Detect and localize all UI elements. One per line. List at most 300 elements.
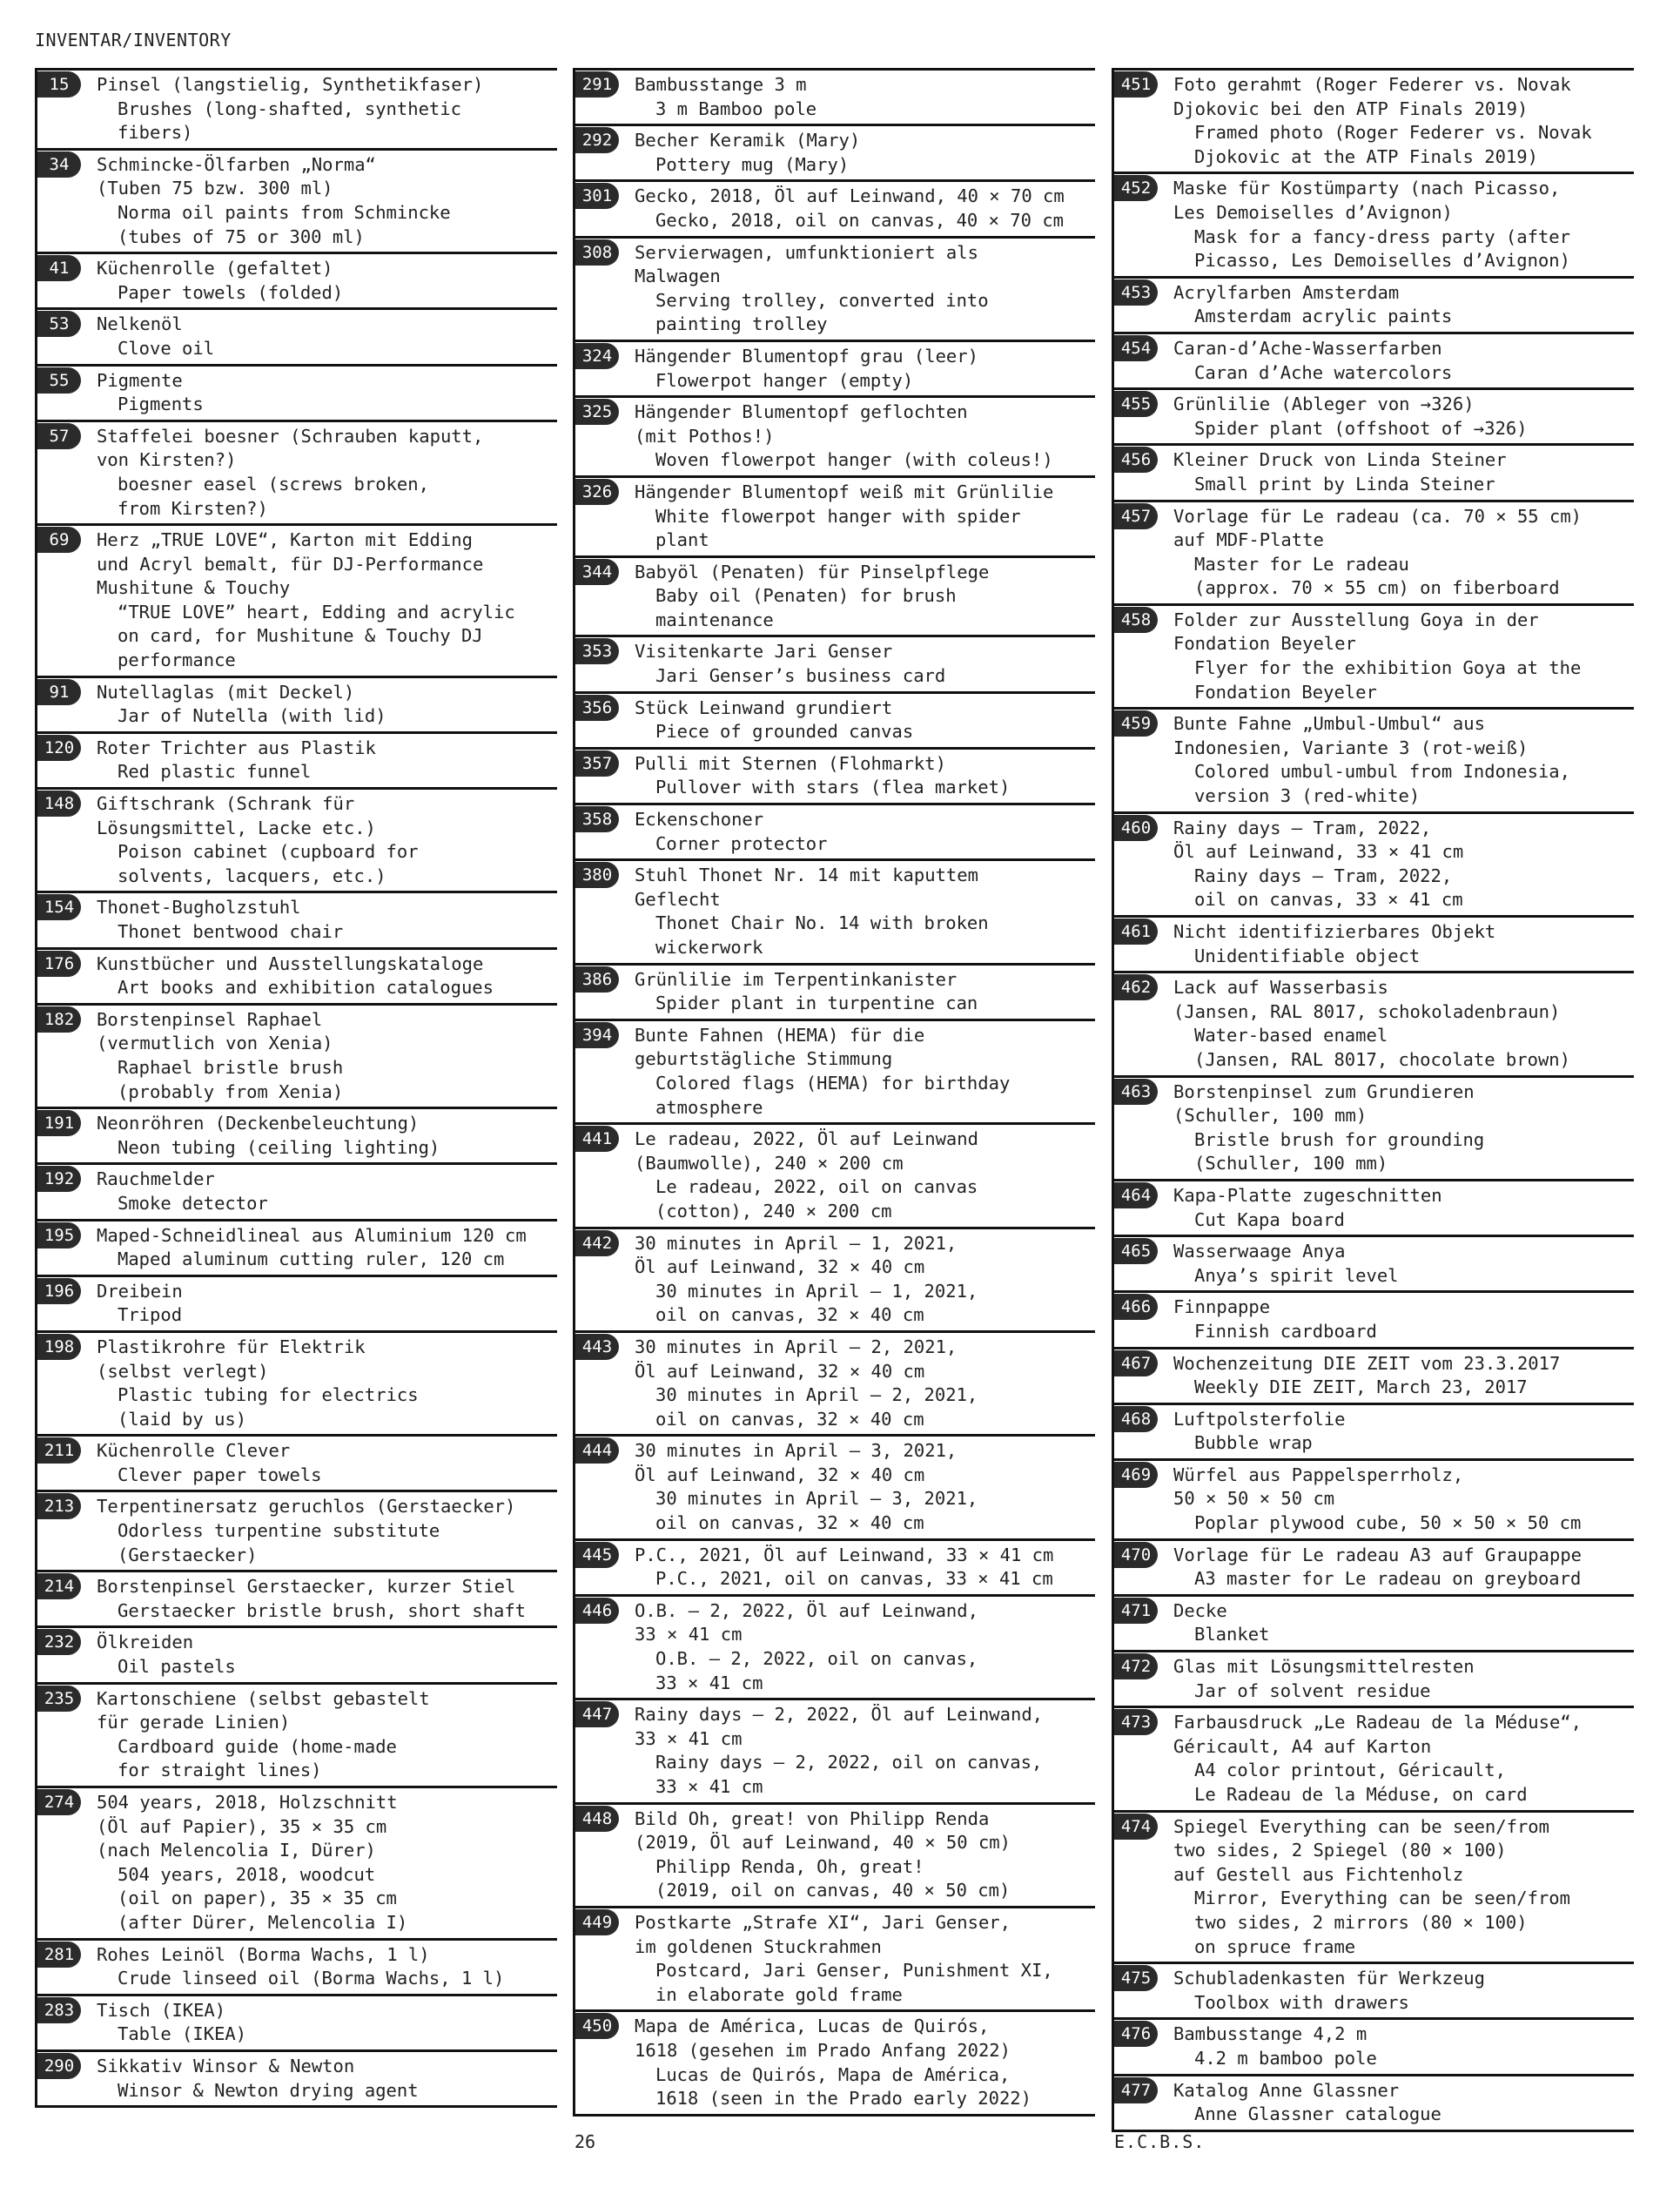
- entry-german-text: Würfel aus Pappelsperrholz, 50 × 50 × 50 cm: [1173, 1464, 1464, 1510]
- entry-german-text: Becher Keramik (Mary): [635, 130, 861, 151]
- inventory-entry: [573, 747, 1095, 803]
- entry-english-text: Corner protector: [655, 832, 828, 854]
- entry-number-badge: 281: [37, 1942, 81, 1968]
- entry-number-badge: 441: [575, 1126, 619, 1152]
- entry-german-text: Decke: [1173, 1599, 1227, 1621]
- inventory-entry: [1112, 1075, 1634, 1179]
- entry-number-badge: 469: [1114, 1462, 1158, 1488]
- entry-german-text: Folder zur Ausstellung Goya in der Fondation Beyeler: [1173, 609, 1539, 655]
- entry-number-badge: 466: [1114, 1294, 1158, 1320]
- entry-number-badge: 34: [37, 151, 81, 178]
- entry-german-text: Küchenrolle Clever: [97, 1440, 291, 1462]
- entry-english-text: Water-based enamel (Jansen, RAL 8017, chocolate brown): [1194, 1025, 1570, 1070]
- entry-english-text: Brushes (long-shafted, synthetic fibers): [118, 98, 461, 144]
- entry-number-badge: 470: [1114, 1542, 1158, 1568]
- inventory-entry: [35, 523, 557, 676]
- entry-number-badge: 69: [37, 527, 81, 553]
- entry-english-text: Maped aluminum cutting ruler, 120 cm: [118, 1248, 505, 1270]
- entry-number-badge: 154: [37, 894, 81, 920]
- entry-number-badge: 308: [575, 239, 619, 266]
- entry-number-badge: 291: [575, 71, 619, 98]
- entry-number-badge: 468: [1114, 1406, 1158, 1432]
- entry-german-text: Stück Leinwand grundiert: [635, 697, 893, 718]
- entry-number-badge: 442: [575, 1230, 619, 1256]
- entry-number-badge: 191: [37, 1110, 81, 1136]
- entry-number-badge: 460: [1114, 815, 1158, 841]
- entry-number-badge: 457: [1114, 503, 1158, 529]
- entry-english-text: Baby oil (Penaten) for brush maintenance: [655, 585, 957, 630]
- inventory-entry: [573, 124, 1095, 179]
- entry-english-text: 3 m Bamboo pole: [655, 98, 817, 119]
- entry-number-badge: 472: [1114, 1653, 1158, 1679]
- entry-number-badge: 324: [575, 343, 619, 369]
- inventory-entry: [1112, 2074, 1634, 2132]
- entry-german-text: Wasserwaage Anya: [1173, 1241, 1346, 1262]
- entry-number-badge: 356: [575, 695, 619, 721]
- entry-german-text: Rainy days – 2, 2022, Öl auf Leinwand, 33 × 41 cm: [635, 1704, 1043, 1749]
- entry-english-text: Caran d’Ache watercolors: [1194, 361, 1453, 383]
- entry-english-text: Master for Le radeau (approx. 70 × 55 cm) on fiberboard: [1194, 553, 1560, 599]
- inventory-entry: [1112, 1538, 1634, 1594]
- entry-german-text: Schubladenkasten für Werkzeug: [1173, 1968, 1485, 1989]
- inventory-entry: [35, 68, 557, 148]
- entry-number-badge: 326: [575, 479, 619, 505]
- entry-english-text: Philipp Renda, Oh, great! (2019, oil on canvas, 40 × 50 cm): [655, 1855, 1011, 1901]
- inventory-entry: [573, 1802, 1095, 1906]
- entry-english-text: Poison cabinet (cupboard for solvents, lacquers, etc.): [118, 841, 419, 886]
- inventory-entry: [35, 420, 557, 523]
- entry-english-text: Spider plant in turpentine can: [655, 993, 978, 1014]
- entry-german-text: Grünlilie (Ableger von →326): [1173, 394, 1475, 415]
- entry-english-text: Norma oil paints from Schmincke (tubes of 75 or 300 ml): [118, 201, 451, 247]
- inventory-entry: [35, 1434, 557, 1490]
- entry-german-text: Bild Oh, great! von Philipp Renda (2019, Öl auf Leinwand, 40 × 50 cm): [635, 1807, 1011, 1854]
- inventory-entry: [1112, 1650, 1634, 1706]
- entry-german-text: Luftpolsterfolie: [1173, 1408, 1346, 1430]
- entry-english-text: Red plastic funnel: [118, 761, 312, 783]
- inventory-entry: [1112, 915, 1634, 971]
- inventory-entry: [35, 891, 557, 946]
- entry-german-text: Babyöl (Penaten) für Pinselpflege: [635, 561, 990, 582]
- entry-german-text: Nutellaglas (mit Deckel): [97, 681, 355, 703]
- entry-german-text: Kunstbücher und Ausstellungskataloge: [97, 952, 484, 974]
- entry-german-text: Le radeau, 2022, Öl auf Leinwand (Baumwolle), 240 × 200 cm: [635, 1128, 978, 1174]
- entry-number-badge: 473: [1114, 1709, 1158, 1735]
- footer-mark: E.C.B.S.: [1114, 2131, 1206, 2152]
- entry-number-badge: 449: [575, 1909, 619, 1935]
- entry-number-badge: 290: [37, 2053, 81, 2079]
- inventory-entry: [573, 236, 1095, 340]
- inventory-entry: [1112, 68, 1634, 172]
- inventory-entry: [1112, 1403, 1634, 1458]
- inventory-entry: [573, 1227, 1095, 1330]
- entry-german-text: Katalog Anne Glassner: [1173, 2079, 1400, 2101]
- inventory-entry: [573, 1698, 1095, 1801]
- entry-english-text: Thonet bentwood chair: [118, 921, 344, 942]
- entry-number-badge: 450: [575, 2013, 619, 2039]
- entry-german-text: Borstenpinsel Raphael (vermutlich von Xenia): [97, 1008, 333, 1054]
- inventory-column-2: [573, 68, 1095, 2117]
- entry-german-text: 504 years, 2018, Holzschnitt (Öl auf Papier), 35 × 35 cm (nach Melencolia I, Dürer): [97, 1792, 398, 1861]
- inventory-entry: [1112, 1962, 1634, 2017]
- entry-german-text: Lack auf Wasserbasis (Jansen, RAL 8017, schokoladenbraun): [1173, 977, 1561, 1022]
- entry-german-text: Rohes Leinöl (Borma Wachs, 1 l): [97, 1943, 430, 1965]
- entry-english-text: Pottery mug (Mary): [655, 153, 850, 175]
- entry-number-badge: 380: [575, 862, 619, 888]
- entry-english-text: Rainy days – 2, 2022, oil on canvas, 33 × 41 cm: [655, 1752, 1043, 1797]
- entry-german-text: Tisch (IKEA): [97, 1999, 226, 2021]
- inventory-entry: [573, 555, 1095, 636]
- entry-english-text: Spider plant (offshoot of →326): [1194, 417, 1528, 439]
- inventory-entry: [1112, 1347, 1634, 1403]
- entry-german-text: Spiegel Everything can be seen/from two sides, 2 Spiegel (80 × 100) auf Gestell aus Fichtenholz: [1173, 1815, 1549, 1885]
- inventory-entry: [573, 1434, 1095, 1538]
- inventory-column-1: [35, 68, 557, 2108]
- entry-english-text: Mask for a fancy-dress party (after Picasso, Les Demoiselles d’Avignon): [1194, 225, 1570, 272]
- entry-english-text: Bristle brush for grounding (Schuller, 100 mm): [1194, 1128, 1485, 1174]
- inventory-entry: [35, 148, 557, 252]
- entry-number-badge: 148: [37, 791, 81, 817]
- inventory-entry: [573, 1594, 1095, 1698]
- entry-german-text: Maske für Kostümparty (nach Picasso, Les Demoiselles d’Avignon): [1173, 178, 1561, 223]
- entry-german-text: Bunte Fahne „Umbul-Umbul“ aus Indonesien, Variante 3 (rot-weiß): [1173, 713, 1529, 758]
- inventory-entry: [35, 1682, 557, 1786]
- entry-number-badge: 214: [37, 1573, 81, 1599]
- entry-english-text: O.B. – 2, 2022, oil on canvas, 33 × 41 cm: [655, 1648, 978, 1693]
- entry-english-text: Table (IKEA): [118, 2023, 247, 2045]
- entry-german-text: Maped-Schneidlineal aus Aluminium 120 cm: [97, 1224, 527, 1246]
- entry-english-text: Paper towels (folded): [118, 281, 344, 303]
- entry-german-text: Rauchmelder: [97, 1168, 215, 1190]
- page-header: INVENTAR/INVENTORY: [35, 30, 232, 50]
- entry-german-text: Eckenschoner: [635, 809, 764, 831]
- entry-number-badge: 461: [1114, 919, 1158, 945]
- entry-german-text: Bambusstange 4,2 m: [1173, 2023, 1368, 2045]
- entry-english-text: P.C., 2021, oil on canvas, 33 × 41 cm: [655, 1568, 1053, 1590]
- entry-english-text: Jar of solvent residue: [1194, 1679, 1431, 1701]
- entry-german-text: Kapa-Platte zugeschnitten: [1173, 1184, 1442, 1206]
- entry-number-badge: 455: [1114, 391, 1158, 417]
- entry-english-text: Toolbox with drawers: [1194, 1991, 1409, 2013]
- entry-english-text: Amsterdam acrylic paints: [1194, 306, 1453, 327]
- inventory-entry: [1112, 1290, 1634, 1346]
- entry-number-badge: 462: [1114, 974, 1158, 1000]
- entry-german-text: Borstenpinsel zum Grundieren (Schuller, 100 mm): [1173, 1080, 1475, 1127]
- inventory-entry: [1112, 1458, 1634, 1538]
- inventory-entry: [35, 1938, 557, 1994]
- inventory-entry: [1112, 603, 1634, 707]
- entry-english-text: Le radeau, 2022, oil on canvas (cotton), 240 × 200 cm: [655, 1176, 978, 1222]
- entry-number-badge: 91: [37, 679, 81, 705]
- entry-english-text: Art books and exhibition catalogues: [118, 977, 494, 999]
- inventory-entry: [35, 1994, 557, 2049]
- entry-german-text: Plastikrohre für Elektrik (selbst verlegt): [97, 1336, 366, 1382]
- entry-number-badge: 357: [575, 750, 619, 777]
- entry-number-badge: 192: [37, 1166, 81, 1192]
- inventory-entry: [35, 2049, 557, 2108]
- entry-number-badge: 451: [1114, 71, 1158, 98]
- entry-english-text: Plastic tubing for electrics (laid by us): [118, 1384, 419, 1430]
- entry-number-badge: 476: [1114, 2021, 1158, 2047]
- entry-english-text: Piece of grounded canvas: [655, 721, 914, 743]
- entry-german-text: Dreibein: [97, 1280, 183, 1302]
- inventory-entry: [573, 68, 1095, 124]
- inventory-entry: [35, 1490, 557, 1570]
- inventory-entry: [573, 395, 1095, 475]
- entry-german-text: Sikkativ Winsor & Newton: [97, 2055, 355, 2076]
- inventory-entry: [573, 2009, 1095, 2116]
- entry-number-badge: 176: [37, 951, 81, 977]
- entry-english-text: Serving trolley, converted into painting trolley: [655, 289, 989, 335]
- inventory-entry: [35, 731, 557, 787]
- inventory-entry: [1112, 811, 1634, 915]
- entry-english-text: boesner easel (screws broken, from Kirsten?): [118, 473, 429, 519]
- entry-german-text: 30 minutes in April – 3, 2021, Öl auf Leinwand, 32 × 40 cm: [635, 1440, 958, 1485]
- inventory-entry: [573, 858, 1095, 962]
- entry-german-text: Gecko, 2018, Öl auf Leinwand, 40 × 70 cm: [635, 185, 1065, 207]
- entry-english-text: Colored flags (HEMA) for birthday atmosphere: [655, 1072, 1011, 1118]
- entry-english-text: Unidentifiable object: [1194, 945, 1421, 966]
- entry-number-badge: 444: [575, 1437, 619, 1464]
- entry-german-text: O.B. – 2, 2022, Öl auf Leinwand, 33 × 41 cm: [635, 1599, 978, 1646]
- inventory-entry: [35, 1570, 557, 1625]
- entry-number-badge: 467: [1114, 1350, 1158, 1376]
- entry-number-badge: 301: [575, 183, 619, 209]
- inventory-entry: [1112, 2017, 1634, 2073]
- entry-english-text: Flowerpot hanger (empty): [655, 369, 914, 391]
- entry-english-text: Poplar plywood cube, 50 × 50 × 50 cm: [1194, 1512, 1582, 1534]
- inventory-entry: [573, 635, 1095, 690]
- entry-german-text: Ölkreiden: [97, 1632, 194, 1653]
- entry-english-text: 30 minutes in April – 3, 2021, oil on canvas, 32 × 40 cm: [655, 1488, 978, 1534]
- entry-german-text: Kleiner Druck von Linda Steiner: [1173, 449, 1507, 471]
- entry-english-text: Clever paper towels: [118, 1464, 322, 1485]
- entry-english-text: Blanket: [1194, 1624, 1270, 1646]
- entry-german-text: Pigmente: [97, 369, 183, 391]
- entry-english-text: Small print by Linda Steiner: [1194, 473, 1495, 495]
- entry-number-badge: 448: [575, 1806, 619, 1832]
- entry-english-text: Woven flowerpot hanger (with coleus!): [655, 449, 1053, 471]
- entry-german-text: Pulli mit Sternen (Flohmarkt): [635, 752, 946, 774]
- entry-english-text: Thonet Chair No. 14 with broken wickerwork: [655, 912, 989, 958]
- entry-german-text: Farbausdruck „Le Radeau de la Méduse“, Géricault, A4 auf Karton: [1173, 1712, 1582, 1757]
- inventory-entry: [573, 1538, 1095, 1594]
- entry-number-badge: 474: [1114, 1814, 1158, 1840]
- inventory-entry: [1112, 1179, 1634, 1235]
- entry-english-text: Tripod: [118, 1304, 183, 1326]
- entry-number-badge: 195: [37, 1222, 81, 1248]
- entry-english-text: 30 minutes in April – 1, 2021, oil on canvas, 32 × 40 cm: [655, 1280, 978, 1326]
- inventory-entry: [573, 179, 1095, 235]
- entry-number-badge: 232: [37, 1629, 81, 1655]
- entry-english-text: Framed photo (Roger Federer vs. Novak Djokovic at the ATP Finals 2019): [1194, 122, 1592, 167]
- entry-german-text: Neonröhren (Deckenbeleuchtung): [97, 1113, 420, 1134]
- entry-german-text: Giftschrank (Schrank für Lösungsmittel, Lacke etc.): [97, 793, 376, 838]
- entry-english-text: Jar of Nutella (with lid): [118, 705, 386, 727]
- inventory-entry: [35, 252, 557, 307]
- entry-german-text: Borstenpinsel Gerstaecker, kurzer Stiel: [97, 1576, 516, 1598]
- entry-english-text: Gerstaecker bristle brush, short shaft: [118, 1599, 526, 1621]
- entry-german-text: Thonet-Bugholzstuhl: [97, 897, 301, 919]
- entry-number-badge: 463: [1114, 1079, 1158, 1105]
- inventory-entry: [1112, 1810, 1634, 1962]
- entry-english-text: Rainy days – Tram, 2022, oil on canvas, 33 × 41 cm: [1194, 865, 1463, 911]
- entry-german-text: Küchenrolle (gefaltet): [97, 258, 333, 279]
- inventory-entry: [35, 676, 557, 731]
- entry-english-text: Finnish cardboard: [1194, 1320, 1377, 1342]
- inventory-entry: [1112, 1706, 1634, 1809]
- inventory-entry: [35, 1003, 557, 1107]
- entry-number-badge: 196: [37, 1278, 81, 1304]
- entry-number-badge: 344: [575, 559, 619, 585]
- entry-english-text: Lucas de Quirós, Mapa de América, 1618 (seen in the Prado early 2022): [655, 2063, 1032, 2110]
- entry-english-text: Neon tubing (ceiling lighting): [118, 1136, 440, 1158]
- entry-number-badge: 325: [575, 399, 619, 425]
- entry-german-text: Herz „TRUE LOVE“, Karton mit Edding und Acryl bemalt, für DJ-Performance Mushitune & Touchy: [97, 529, 484, 599]
- entry-german-text: Stuhl Thonet Nr. 14 mit kaputtem Geflecht: [635, 865, 978, 910]
- entry-german-text: Hängender Blumentopf weiß mit Grünlilie: [635, 481, 1054, 502]
- inventory-entry: [1112, 707, 1634, 811]
- inventory-entry: [35, 1786, 557, 1938]
- entry-english-text: Flyer for the exhibition Goya at the Fondation Beyeler: [1194, 657, 1582, 703]
- entry-english-text: Pigments: [118, 394, 204, 415]
- entry-german-text: Visitenkarte Jari Genser: [635, 641, 893, 663]
- entry-english-text: Crude linseed oil (Borma Wachs, 1 l): [118, 1968, 505, 1989]
- entry-german-text: Acrylfarben Amsterdam: [1173, 281, 1400, 303]
- entry-number-badge: 394: [575, 1022, 619, 1048]
- inventory-entry: [573, 803, 1095, 858]
- inventory-entry: [1112, 1235, 1634, 1290]
- entry-german-text: Bunte Fahnen (HEMA) für die geburtstägliche Stimmung: [635, 1024, 925, 1070]
- entry-german-text: Finnpappe: [1173, 1296, 1271, 1318]
- inventory-entry: [573, 475, 1095, 555]
- entry-english-text: Raphael bristle brush (probably from Xenia): [118, 1056, 344, 1102]
- inventory-entry: [1112, 500, 1634, 603]
- entry-english-text: Anya’s spirit level: [1194, 1264, 1399, 1286]
- inventory-entry: [35, 307, 557, 363]
- inventory-entry: [35, 364, 557, 420]
- entry-number-badge: 477: [1114, 2077, 1158, 2103]
- entry-number-badge: 465: [1114, 1238, 1158, 1264]
- entry-english-text: 4.2 m bamboo pole: [1194, 2047, 1377, 2069]
- inventory-entry: [35, 1162, 557, 1218]
- entry-english-text: Cut Kapa board: [1194, 1208, 1345, 1230]
- entry-number-badge: 454: [1114, 335, 1158, 361]
- inventory-entry: [573, 340, 1095, 395]
- entry-english-text: Pullover with stars (flea market): [655, 777, 1011, 798]
- inventory-entry: [35, 1625, 557, 1681]
- entry-german-text: Staffelei boesner (Schrauben kaputt, von Kirsten?): [97, 425, 484, 471]
- inventory-entry: [35, 1275, 557, 1330]
- entry-german-text: 30 minutes in April – 2, 2021, Öl auf Leinwand, 32 × 40 cm: [635, 1336, 958, 1382]
- inventory-entry: [573, 1122, 1095, 1226]
- entry-german-text: Pinsel (langstielig, Synthetikfaser): [97, 74, 484, 95]
- entry-english-text: Postcard, Jari Genser, Punishment XI, in elaborate gold frame: [655, 1960, 1053, 2005]
- entry-german-text: Kartonschiene (selbst gebastelt für gerade Linien): [97, 1687, 430, 1733]
- entry-german-text: Mapa de América, Lucas de Quirós, 1618 (gesehen im Prado Anfang 2022): [635, 2016, 1011, 2061]
- entry-german-text: Postkarte „Strafe XI“, Jari Genser, im goldenen Stuckrahmen: [635, 1911, 1011, 1957]
- entry-number-badge: 235: [37, 1686, 81, 1712]
- entry-number-badge: 358: [575, 806, 619, 832]
- inventory-entry: [35, 787, 557, 891]
- entry-number-badge: 15: [37, 71, 81, 98]
- entry-english-text: Anne Glassner catalogue: [1194, 2103, 1441, 2125]
- entry-english-text: “TRUE LOVE” heart, Edding and acrylic on card, for Mushitune & Touchy DJ performance: [118, 601, 515, 671]
- entry-german-text: Hängender Blumentopf grau (leer): [635, 345, 978, 367]
- inventory-entry: [573, 1019, 1095, 1122]
- entry-number-badge: 458: [1114, 607, 1158, 633]
- entry-english-text: Jari Genser’s business card: [655, 665, 946, 687]
- entry-english-text: Oil pastels: [118, 1656, 236, 1678]
- entry-german-text: Grünlilie im Terpentinkanister: [635, 968, 958, 990]
- entry-german-text: Vorlage für Le radeau (ca. 70 × 55 cm) auf MDF-Platte: [1173, 505, 1582, 551]
- entry-german-text: Nicht identifizierbares Objekt: [1173, 921, 1496, 942]
- entry-number-badge: 471: [1114, 1598, 1158, 1624]
- entry-number-badge: 456: [1114, 447, 1158, 473]
- entry-german-text: Nelkenöl: [97, 313, 183, 335]
- entry-number-badge: 447: [575, 1701, 619, 1727]
- inventory-entry: [573, 1330, 1095, 1434]
- entry-english-text: Colored umbul-umbul from Indonesia, version 3 (red-white): [1194, 761, 1570, 807]
- inventory-entry: [1112, 971, 1634, 1074]
- entry-number-badge: 274: [37, 1789, 81, 1815]
- entry-number-badge: 213: [37, 1493, 81, 1519]
- entry-english-text: Clove oil: [118, 337, 215, 359]
- entry-german-text: Terpentinersatz geruchlos (Gerstaecker): [97, 1496, 516, 1518]
- entry-german-text: 30 minutes in April – 1, 2021, Öl auf Leinwand, 32 × 40 cm: [635, 1232, 958, 1278]
- page-number: 26: [575, 2131, 596, 2152]
- entry-number-badge: 41: [37, 255, 81, 281]
- inventory-column-3: [1112, 68, 1634, 2132]
- entry-number-badge: 120: [37, 735, 81, 761]
- inventory-entry: [35, 947, 557, 1003]
- entry-german-text: Vorlage für Le radeau A3 auf Graupappe: [1173, 1544, 1582, 1565]
- entry-number-badge: 55: [37, 367, 81, 394]
- inventory-entry: [1112, 276, 1634, 332]
- entry-number-badge: 443: [575, 1334, 619, 1360]
- entry-english-text: 30 minutes in April – 2, 2021, oil on canvas, 32 × 40 cm: [655, 1384, 978, 1430]
- inventory-entry: [35, 1219, 557, 1275]
- entry-german-text: Servierwagen, umfunktioniert als Malwagen: [635, 241, 978, 287]
- entry-german-text: Foto gerahmt (Roger Federer vs. Novak Djokovic bei den ATP Finals 2019): [1173, 74, 1571, 119]
- entry-number-badge: 292: [575, 127, 619, 153]
- entry-german-text: Wochenzeitung DIE ZEIT vom 23.3.2017: [1173, 1352, 1561, 1374]
- entry-english-text: Mirror, Everything can be seen/from two sides, 2 mirrors (80 × 100) on spruce frame: [1194, 1888, 1570, 1957]
- entry-number-badge: 57: [37, 423, 81, 449]
- entry-english-text: White flowerpot hanger with spider plant: [655, 505, 1021, 551]
- inventory-entry: [1112, 1594, 1634, 1650]
- entry-number-badge: 182: [37, 1006, 81, 1033]
- entry-english-text: Gecko, 2018, oil on canvas, 40 × 70 cm: [655, 209, 1064, 231]
- entry-number-badge: 452: [1114, 175, 1158, 201]
- entry-number-badge: 211: [37, 1437, 81, 1464]
- entry-german-text: Glas mit Lösungsmittelresten: [1173, 1656, 1475, 1678]
- entry-number-badge: 464: [1114, 1182, 1158, 1208]
- entry-english-text: A3 master for Le radeau on greyboard: [1194, 1568, 1582, 1590]
- entry-german-text: Hängender Blumentopf geflochten (mit Pothos!): [635, 401, 968, 447]
- entry-german-text: Roter Trichter aus Plastik: [97, 737, 376, 758]
- entry-number-badge: 459: [1114, 710, 1158, 737]
- entry-number-badge: 386: [575, 966, 619, 993]
- entry-german-text: Bambusstange 3 m: [635, 74, 807, 95]
- entry-german-text: Schmincke-Ölfarben „Norma“ (Tuben 75 bzw. 300 ml): [97, 153, 376, 199]
- entry-english-text: Winsor & Newton drying agent: [118, 2079, 419, 2101]
- inventory-entry: [573, 691, 1095, 747]
- entry-number-badge: 53: [37, 311, 81, 337]
- entry-english-text: A4 color printout, Géricault, Le Radeau de la Méduse, on card: [1194, 1760, 1528, 1805]
- entry-number-badge: 283: [37, 1997, 81, 2023]
- entry-number-badge: 445: [575, 1542, 619, 1568]
